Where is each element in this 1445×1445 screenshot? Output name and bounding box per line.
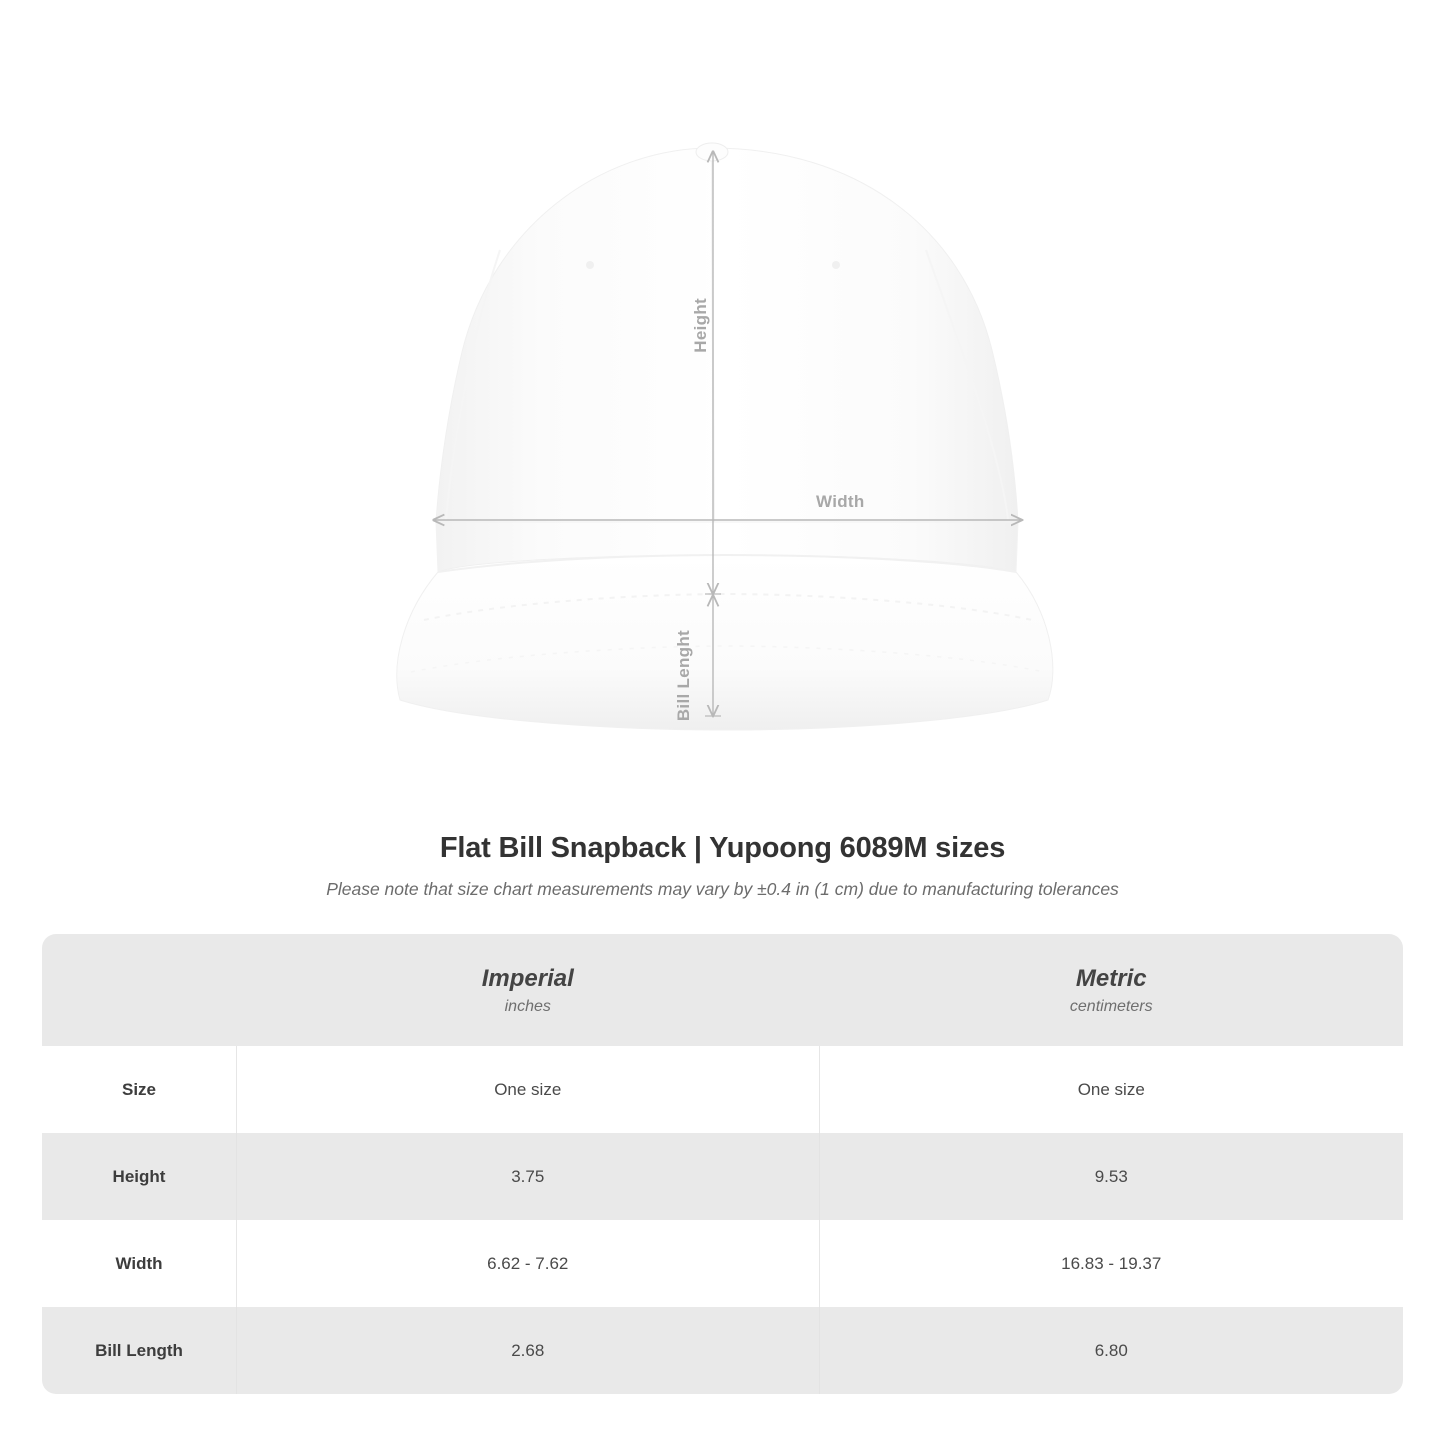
row-label-size: Size (42, 1046, 236, 1133)
table-row (42, 1307, 1403, 1394)
row-label-width: Width (42, 1220, 236, 1307)
cell-height-imperial: 3.75 (236, 1133, 820, 1220)
width-dimension-label: Width (816, 492, 865, 511)
header-metric-name: Metric (1075, 964, 1147, 992)
cell-bill-length-imperial: 2.68 (236, 1307, 820, 1394)
row-label-height: Height (42, 1133, 236, 1220)
table-row (42, 1220, 1403, 1307)
header-metric-unit: centimeters (1069, 997, 1153, 1015)
table-header-row (42, 934, 1403, 1046)
cell-width-metric: 16.83 - 19.37 (820, 1220, 1404, 1307)
title-block (0, 832, 1445, 900)
size-table-wrapper (42, 934, 1403, 1394)
bill-length-line-2: Lenght (674, 630, 693, 689)
cell-width-imperial: 6.62 - 7.62 (236, 1220, 820, 1307)
header-imperial-unit: inches (504, 997, 551, 1015)
cell-bill-length-metric: 6.80 (820, 1307, 1404, 1394)
table-row (42, 1046, 1403, 1133)
bill-length-line-1: Bill (674, 693, 693, 722)
size-table (42, 934, 1403, 1394)
header-corner-cell (42, 934, 236, 1046)
table-row (42, 1133, 1403, 1220)
row-label-bill-length: Bill Length (42, 1307, 236, 1394)
page-subtitle: Please note that size chart measurements may vary by ±0.4 in (1 cm) due to manufacturing tolerances (326, 879, 1119, 899)
bill-length-dimension-label (675, 630, 693, 721)
cell-size-metric: One size (820, 1046, 1404, 1133)
cell-height-metric: 9.53 (820, 1133, 1404, 1220)
page-title: Flat Bill Snapback | Yupoong 6089M sizes (439, 832, 1006, 864)
height-dimension-label: Height (691, 298, 710, 353)
header-imperial (236, 934, 820, 1046)
header-metric (820, 934, 1404, 1046)
cell-size-imperial: One size (236, 1046, 820, 1133)
header-imperial-name: Imperial (481, 964, 574, 992)
